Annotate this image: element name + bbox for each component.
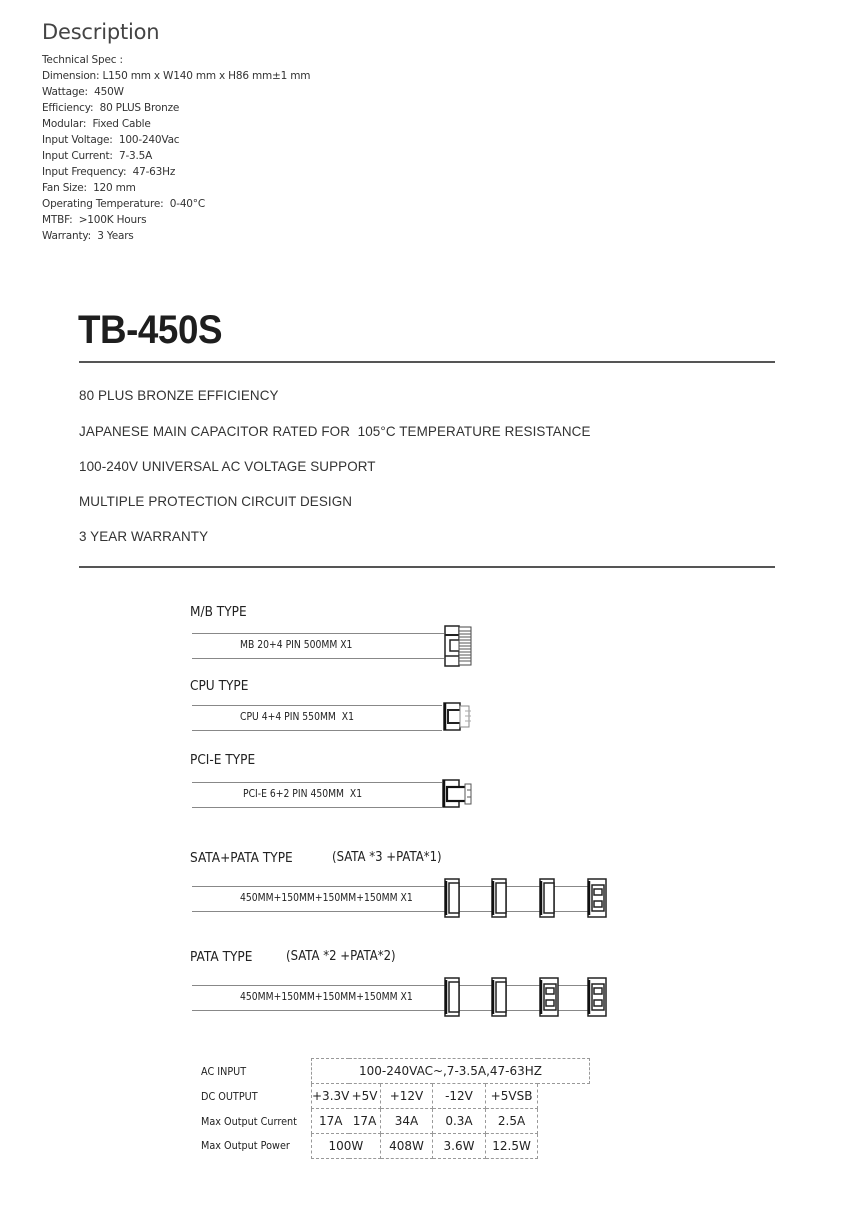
feature-item: 100-240V UNIVERSAL AC VOLTAGE SUPPORT (79, 458, 376, 474)
cable-type-title: PATA TYPE (190, 949, 253, 965)
divider (79, 566, 775, 568)
table-cell: +3.3V (312, 1084, 350, 1109)
feature-item: 80 PLUS BRONZE EFFICIENCY (79, 387, 279, 403)
spec-line: Modular: Fixed Cable (42, 118, 151, 130)
table-cell: +12V (380, 1084, 433, 1109)
table-cell: 2.5A (485, 1109, 538, 1134)
spec-line: Warranty: 3 Years (42, 230, 134, 242)
ac-input-value: 100-240VAC~,7-3.5A,47-63HZ (312, 1059, 590, 1084)
cable-type-title: PCI-E TYPE (190, 752, 256, 768)
description-heading: Description (42, 20, 160, 44)
cable-type-title: SATA+PATA TYPE (190, 850, 293, 866)
cable-type-title: CPU TYPE (190, 678, 249, 694)
table-cell: 34A (380, 1109, 433, 1134)
sata-pata-connectors-icon (440, 877, 615, 921)
spec-line: Wattage: 450W (42, 86, 124, 98)
spec-line: MTBF: >100K Hours (42, 214, 147, 226)
table-cell: 17A (349, 1109, 380, 1134)
table-row (312, 1059, 590, 1084)
sata-pata-connectors-icon (440, 976, 615, 1020)
feature-item: JAPANESE MAIN CAPACITOR RATED FOR 105°C TEMPERATURE RESISTANCE (79, 423, 591, 439)
table-cell: 17A (312, 1109, 350, 1134)
row-label-ac-input: AC INPUT (201, 1066, 247, 1078)
cable-type-subtitle: (SATA *2 +PATA*2) (286, 949, 396, 964)
table-cell: 100W (312, 1134, 381, 1159)
spec-line: Fan Size: 120 mm (42, 182, 136, 194)
cpu-8pin-connector-icon (442, 702, 472, 732)
divider (79, 361, 775, 363)
table-row (312, 1109, 590, 1134)
table-cell: +5V (349, 1084, 380, 1109)
product-model-title: TB-450S (78, 308, 223, 352)
table-cell: 0.3A (433, 1109, 485, 1134)
mb-24pin-connector-icon (444, 625, 472, 667)
cable-label: 450MM+150MM+150MM+150MM X1 (240, 991, 413, 1003)
spec-line: Operating Temperature: 0-40°C (42, 198, 205, 210)
table-row (312, 1084, 590, 1109)
row-label-max-current: Max Output Current (201, 1116, 297, 1128)
spec-line: Technical Spec : (42, 54, 123, 66)
spec-line: Dimension: L150 mm x W140 mm x H86 mm±1 mm (42, 70, 311, 82)
table-cell: +5VSB (485, 1084, 538, 1109)
table-cell: 408W (380, 1134, 433, 1159)
spec-line: Input Frequency: 47-63Hz (42, 166, 176, 178)
row-label-max-power: Max Output Power (201, 1140, 290, 1152)
cable-type-title: M/B TYPE (190, 604, 247, 620)
power-output-table (311, 1058, 590, 1159)
technical-spec-list (42, 52, 310, 244)
table-cell: 12.5W (485, 1134, 538, 1159)
cable-label: MB 20+4 PIN 500MM X1 (240, 639, 353, 651)
cable-label: PCI-E 6+2 PIN 450MM X1 (243, 788, 363, 800)
spec-line: Input Current: 7-3.5A (42, 150, 153, 162)
cable-label: CPU 4+4 PIN 550MM X1 (240, 711, 354, 723)
spec-line: Input Voltage: 100-240Vac (42, 134, 180, 146)
cable-type-subtitle: (SATA *3 +PATA*1) (332, 850, 442, 865)
spec-line: Efficiency: 80 PLUS Bronze (42, 102, 180, 114)
feature-item: MULTIPLE PROTECTION CIRCUIT DESIGN (79, 493, 353, 509)
cable-label: 450MM+150MM+150MM+150MM X1 (240, 892, 413, 904)
table-row (312, 1134, 590, 1159)
table-cell: -12V (433, 1084, 485, 1109)
table-cell: 3.6W (433, 1134, 485, 1159)
pcie-connector-icon (441, 779, 473, 809)
row-label-dc-output: DC OUTPUT (201, 1091, 258, 1103)
feature-item: 3 YEAR WARRANTY (79, 528, 209, 544)
